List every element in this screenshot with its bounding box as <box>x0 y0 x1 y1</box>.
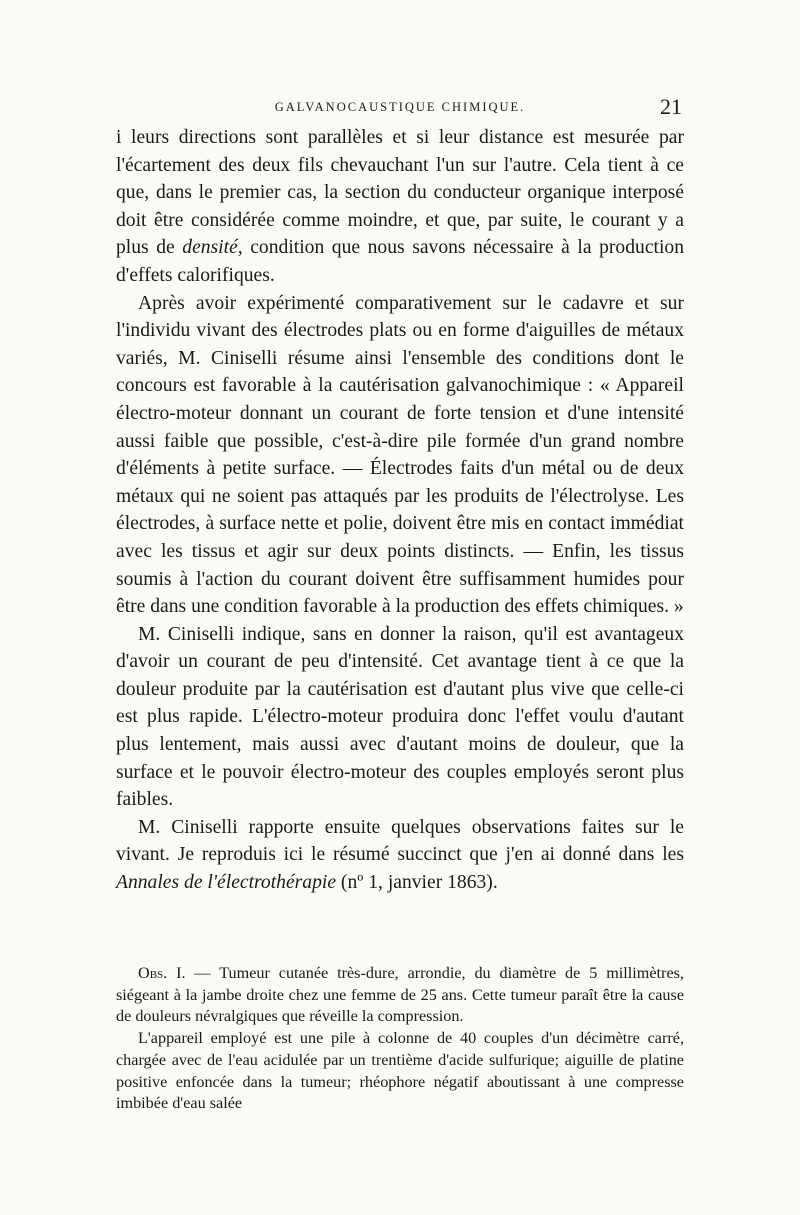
emphasis-densite: densité, <box>182 237 243 259</box>
observation-block <box>116 963 684 1115</box>
paragraph-continuation: i leurs directions sont parallèles et si leur distance est mesurée par l'écartement des deux fils chevauchant l'un sur l'autre. Cela tient à ce que, dans le premier cas, la section du conducteur organique interposé doit être considérée comme moindre, et que, par suite, le courant y a plus de densité, condition que nous savons nécessaire à la production d'effets calorifiques. <box>116 127 684 286</box>
running-title: GALVANOCAUSTIQUE CHIMIQUE. <box>274 100 526 114</box>
observation-1-appareil: L'appareil employé est une pile à colonne de 40 couples d'un décimètre carré, chargée avec de l'eau acidulée par un trentième d'acide sulfurique; aiguille de platine positive enfoncée dans la tumeur; rhéophore négatif aboutissant à une compresse imbibée d'eau salée <box>116 1029 684 1113</box>
paragraph-courant-intensite: M. Ciniselli indique, sans en donner la raison, qu'il est avantageux d'avoir un courant de peu d'intensité. Cet avantage tient à ce que la douleur produite par la cautérisation est d'autant plus vive que celle-ci est plus rapide. L'électro-moteur produira donc l'effet voulu d'autant plus lentement, mais aussi avec d'autant moins de douleur, que la surface et le pouvoir électro-moteur des couples employés seront plus faibles. <box>116 623 684 811</box>
page-header <box>118 96 682 120</box>
paragraph-ciniselli-conditions: Après avoir expérimenté comparativement sur le cadavre et sur l'individu vivant des électrodes plats ou en forme d'aiguilles de métaux variés, M. Ciniselli résume ainsi l'ensemble des conditions dont le concours est favorable à la cautérisation galvanochimique : « Appareil électro-moteur donnant un courant de forte tension et d'une intensité aussi faible que possible, c'est-à-dire pile formée d'un grand nombre d'éléments à petite surface. — Électrodes faits d'un métal ou de deux métaux qui ne soient pas attaqués par les produits de l'électrolyse. Les électrodes, à surface nette et polie, doivent être mis en contact immédiat avec les tissus et agir sur deux points distincts. — Enfin, les tissus soumis à l'action du courant doivent être suffisamment humides pour être dans une condition favorable à la production des effets chimiques. » <box>116 292 684 618</box>
observation-label: Obs. I. <box>138 964 186 982</box>
page-number: 21 <box>660 94 682 119</box>
emphasis-annales: Annales de l'électrothérapie <box>116 872 337 894</box>
body-text <box>116 124 684 897</box>
paragraph-observations-intro: M. Ciniselli rapporte ensuite quelques observations faites sur le vivant. Je reproduis ici le résumé succinct que j'en ai donné dans les Annales de l'électrothérapie (nº 1, janvier 1863). <box>116 816 684 894</box>
observation-1: Obs. I. — Tumeur cutanée très-dure, arrondie, du diamètre de 5 millimètres, siégeant à la jambe droite chez une femme de 25 ans. Cette tumeur paraît être la cause de douleurs névralgiques que réveille la compression. <box>116 964 684 1026</box>
